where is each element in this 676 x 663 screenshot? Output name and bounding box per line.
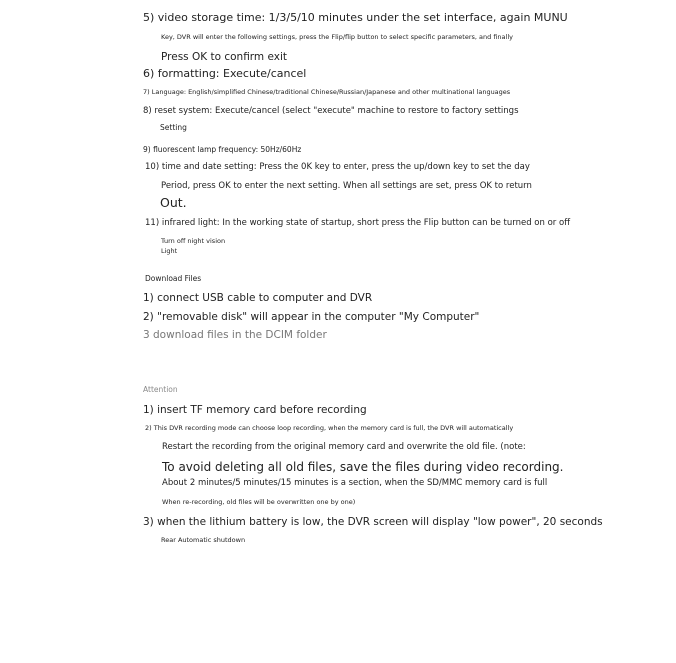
attention-item-2-line4: About 2 minutes/5 minutes/15 minutes is a section, when the SD/MMC memory card is full	[162, 478, 548, 488]
attention-item-3-line2: Rear Automatic shutdown	[161, 536, 246, 544]
setting-5-title: 5) video storage time: 1/3/5/10 minutes under the set interface, again MUNU	[143, 11, 568, 24]
setting-6-title: 6) formatting: Execute/cancel	[143, 67, 307, 80]
setting-8-cont: Setting	[160, 123, 187, 132]
setting-10-out: Out.	[160, 195, 187, 210]
download-step-2: 2) "removable disk" will appear in the computer "My Computer"	[143, 311, 480, 323]
attention-item-3-line1: 3) when the lithium battery is low, the DVR screen will display "low power", 20 seconds	[143, 516, 603, 528]
setting-11-line2: Light	[161, 247, 178, 255]
setting-10-cont: Period, press OK to enter the next setting. When all settings are set, press OK to return	[161, 181, 532, 191]
setting-11-title: 11) infrared light: In the working state of startup, short press the Flip button can be turned on or off	[145, 218, 571, 228]
download-heading: Download Files	[145, 274, 202, 283]
setting-7-title: 7) Language: English/simplified Chinese/traditional Chinese/Russian/Japanese and other multinational languages	[143, 88, 511, 96]
setting-5-confirm: Press OK to confirm exit	[161, 51, 288, 63]
attention-item-2-line2: Restart the recording from the original memory card and overwrite the old file. (note:	[162, 442, 526, 452]
attention-item-2-line3: To avoid deleting all old files, save the files during video recording.	[162, 460, 564, 474]
attention-item-2-line5: When re-recording, old files will be overwritten one by one)	[162, 498, 356, 506]
setting-8-title: 8) reset system: Execute/cancel (select "execute" machine to restore to factory settings	[143, 106, 519, 116]
setting-10-title: 10) time and date setting: Press the 0K key to enter, press the up/down key to set the day	[145, 162, 530, 172]
setting-5-detail: Key, DVR will enter the following settings, press the Flip/flip button to select specific parameters, and finally	[161, 33, 513, 41]
attention-heading: Attention	[143, 385, 178, 394]
attention-item-2-line1: 2) This DVR recording mode can choose loop recording, when the memory card is full, the DVR will automatically	[145, 424, 514, 432]
setting-9-title: 9) fluorescent lamp frequency: 50Hz/60Hz	[143, 145, 302, 154]
download-step-1: 1) connect USB cable to computer and DVR	[143, 292, 373, 304]
download-step-3: 3 download files in the DCIM folder	[143, 329, 327, 341]
setting-11-line1: Turn off night vision	[161, 237, 226, 245]
attention-item-1: 1) insert TF memory card before recording	[143, 404, 367, 416]
